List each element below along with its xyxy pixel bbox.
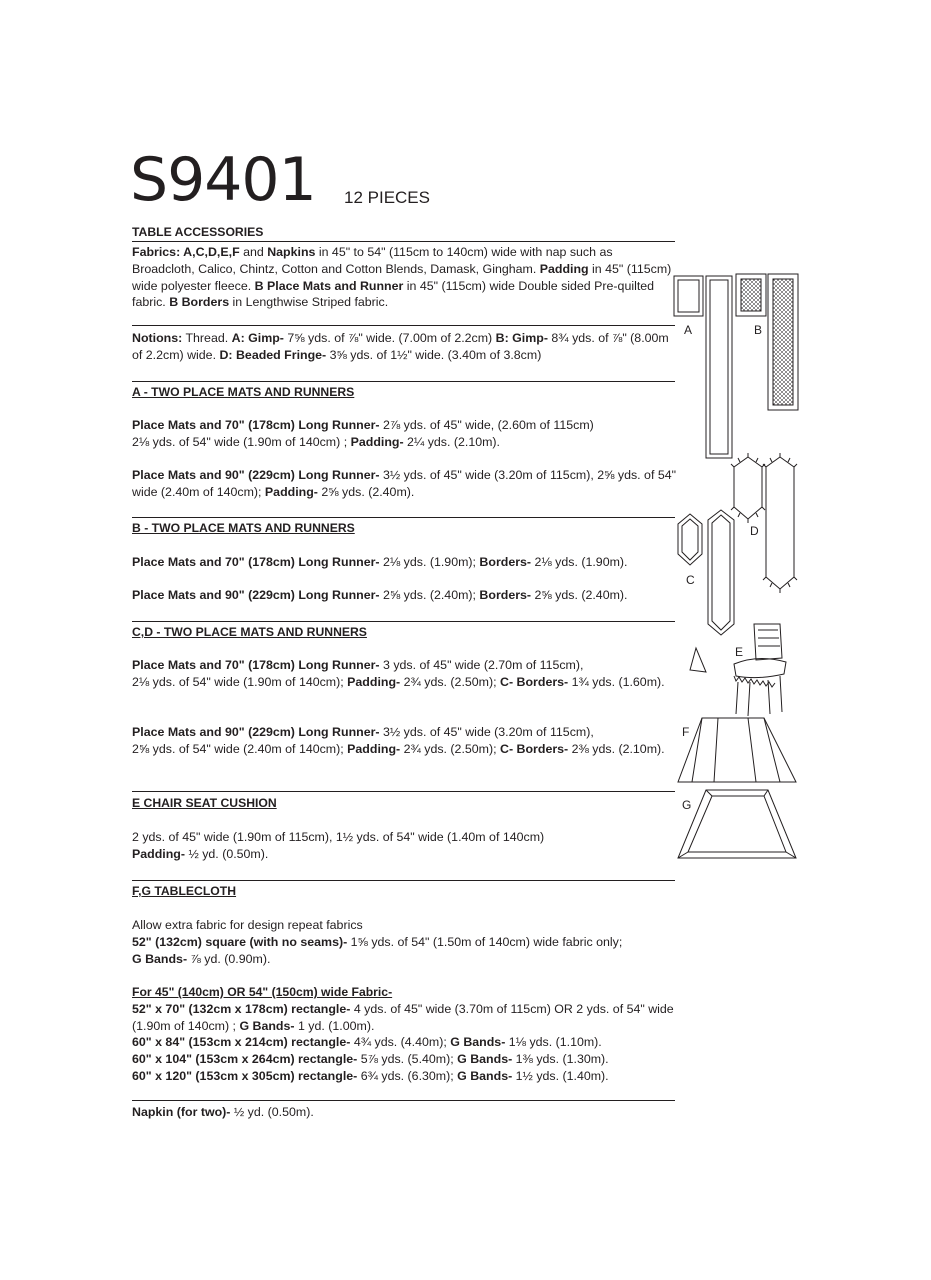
section-cd-item-1: Place Mats and 70" (178cm) Long Runner- 3 yds. of 45" wide (2.70m of 115cm), 2⅛ yds. of 54" wide (1.90m of 140cm); Padding- 2¾ yds. (2.50m); C- Borders- 1¾ yds. (1.60m).: [132, 658, 665, 689]
divider: [132, 791, 675, 792]
label-c: C: [686, 573, 695, 587]
pattern-number: S9401: [130, 145, 316, 215]
divider: [132, 1100, 675, 1101]
section-b-heading: B - TWO PLACE MATS AND RUNNERS: [132, 521, 355, 535]
pieces-count: 12 PIECES: [344, 188, 430, 207]
notions-paragraph: Notions: Thread. A: Gimp- 7⅝ yds. of ⅞" wide. (7.00m of 2.2cm) B: Gimp- 8¾ yds. of ⅞" (8.00m of 2.2cm) wide. D: Beaded Fringe- 3⅝ yds. of 1½" wide. (3.40m of 3.8cm): [132, 331, 669, 362]
label-b: B: [754, 323, 763, 337]
napkin-line: Napkin (for two)- ½ yd. (0.50m).: [132, 1105, 314, 1119]
section-cd-heading: C,D - TWO PLACE MATS AND RUNNERS: [132, 625, 367, 639]
view-b-drawing: [736, 274, 798, 410]
view-a-drawing: [674, 276, 732, 458]
view-e-drawing: [690, 624, 786, 716]
table-accessories-heading: TABLE ACCESSORIES: [132, 225, 264, 239]
view-d-drawing: [731, 453, 797, 593]
section-a-item-1: Place Mats and 70" (178cm) Long Runner- 2⅞ yds. of 45" wide, (2.60m of 115cm) 2⅛ yds. of 54" wide (1.90m of 140cm) ; Padding- 2¼ yds. (2.10m).: [132, 418, 594, 449]
section-b-item-1: Place Mats and 70" (178cm) Long Runner- 2⅛ yds. (1.90m); Borders- 2⅛ yds. (1.90m).: [132, 555, 628, 569]
divider: [132, 381, 675, 382]
line-drawings: [672, 262, 804, 872]
divider: [132, 325, 675, 326]
divider: [132, 880, 675, 881]
divider: [132, 517, 675, 518]
section-cd-item-2: Place Mats and 90" (229cm) Long Runner- 3½ yds. of 45" wide (3.20m of 115cm), 2⅝ yds. of 54" wide (2.40m of 140cm); Padding- 2¾ yds. (2.50m); C- Borders- 2⅜ yds. (2.10m).: [132, 725, 665, 756]
label-d: D: [750, 524, 759, 538]
section-e-heading: E CHAIR SEAT CUSHION: [132, 796, 277, 810]
label-g: G: [682, 798, 692, 812]
divider: [132, 621, 675, 622]
section-a-item-2: Place Mats and 90" (229cm) Long Runner- 3½ yds. of 45" wide (3.20m of 115cm), 2⅝ yds. of 54" wide (2.40m of 140cm); Padding- 2⅝ yds. (2.40m).: [132, 468, 677, 499]
view-g-drawing: [678, 790, 796, 858]
view-f-drawing: [678, 718, 796, 782]
section-fg-square: Allow extra fabric for design repeat fabrics 52" (132cm) square (with no seams)- 1⅝ yds. of 54" (1.50m of 140cm) wide fabric only; G Bands- ⅞ yd. (0.90m).: [132, 918, 623, 966]
section-a-heading: A - TWO PLACE MATS AND RUNNERS: [132, 385, 355, 399]
section-fg-heading: F,G TABLECLOTH: [132, 884, 237, 898]
section-fg-rectangles: For 45" (140cm) OR 54" (150cm) wide Fabric- 52" x 70" (132cm x 178cm) rectangle- 4 yds. of 45" wide (3.70m of 115cm) OR 2 yds. of 54" wide (1.90m of 140cm) ; G Bands- 1 yd. (1.00m). 60" x 84" (153cm x 214cm) rectangle- 4¾ yds. (4.40m); G Bands- 1⅛ yds. (1.10m). 60" x 104" (153cm x 264cm) rectangle- 5⅞ yds. (5.40m); G Bands- 1⅜ yds. (1.30m). 60" x 120" (153cm x 305cm) rectangle- 6¾ yds. (6.30m); G Bands- 1½ yds. (1.40m).: [132, 985, 674, 1083]
label-a: A: [684, 323, 693, 337]
divider: [132, 241, 675, 242]
section-b-item-2: Place Mats and 90" (229cm) Long Runner- 2⅝ yds. (2.40m); Borders- 2⅝ yds. (2.40m).: [132, 588, 628, 602]
label-e: E: [735, 645, 744, 659]
fabrics-paragraph: Fabrics: A,C,D,E,F and Napkins in 45" to 54" (115cm to 140cm) wide with nap such as Broadcloth, Calico, Chintz, Cotton and Cotton Blends, Damask, Gingham. Padding in 45" (115cm) wide polyester fleece. B Place Mats and Runner in 45" (115cm) wide Double sided Pre-quilted fabric. B Borders in Lengthwise Striped fabric.: [132, 245, 672, 310]
section-e-text: 2 yds. of 45" wide (1.90m of 115cm), 1½ yds. of 54" wide (1.40m of 140cm) Padding- ½ yd. (0.50m).: [132, 830, 545, 861]
label-f: F: [682, 725, 690, 739]
